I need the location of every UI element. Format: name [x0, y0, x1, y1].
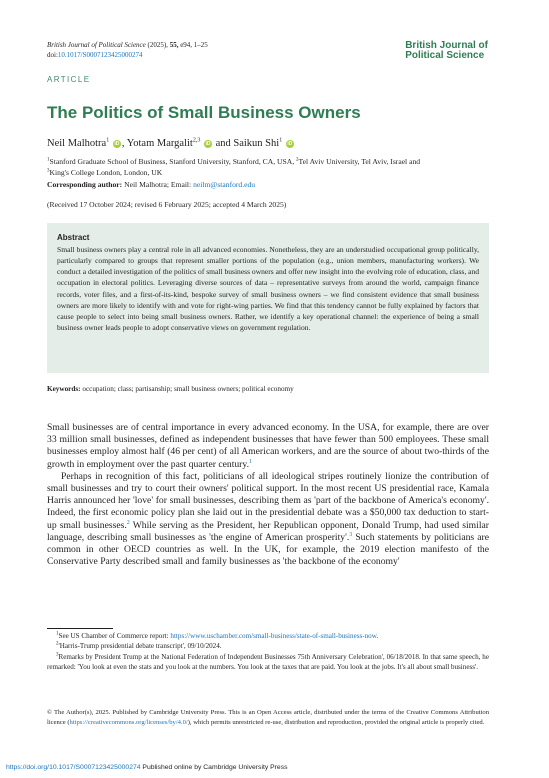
article-type-label: ARTICLE: [47, 75, 91, 84]
paragraph-text: Small businesses are of central importance in every advanced economy. In the USA, for example, there are over 33 million small businesses, defined as independent businesses that have fewer than 500 employees. These small businesses employ almost half (46 per cent) of all American workers, and are the source of about two-thirds of the growth in employment over the past quarter century.: [47, 422, 489, 470]
affiliation-text: Stanford Graduate School of Business, Stanford University, Stanford, CA, USA,: [49, 157, 295, 166]
license-statement: [47, 708, 489, 727]
license-text: © The Author(s), 2025. Published by Cambridge University Press. This is an Open Access article, distributed under the terms of the Creative Commons Attribution licence (: [47, 709, 489, 726]
doi-prefix: doi:: [47, 51, 58, 59]
footnote-divider: [47, 628, 113, 629]
orcid-icon[interactable]: iD: [205, 140, 211, 147]
affiliation-text: King's College London, London, UK: [49, 168, 163, 177]
paragraph-text: Such statements by politicians are common in other OECD countries as well. In the UK, for example, the 2019 election manifesto of the Conservative Party described small and family businesses as 'the backbone of the economy': [47, 531, 489, 568]
paragraph-text: While serving as the President, her Republican opponent, Donald Trump, had used similar language, describing small businesses as 'the engine of American prosperity'.: [47, 519, 489, 543]
citation-year: (2025),: [147, 41, 168, 49]
author-separator: and: [215, 138, 231, 149]
abstract-box: [47, 223, 489, 373]
journal-name: British Journal of Political Science: [47, 41, 146, 49]
journal-logo: [405, 41, 488, 61]
abstract-text: Small business owners play a central role in all advanced economies. Nonetheless, they are an understudied occupational group politically, particularly compared to groups that represent smaller portions of the population (e.g., union members, manufacturing workers). We conduct a detailed investigation of the politics of small business owners and offer new insight into the evolving role of education, class, and occupation in electoral politics. Leveraging diverse sources of data – representative surveys from around the world, campaign finance records, voter files, and a first-of-its-kind, bespoke survey of small business owners – we find consistent evidence that small business owners are more likely to identify with and vote for right-wing parties. We find that this tendency cannot be fully explained by factors that cause people to select into being small business owners. Rather, we identify a key operational channel: the experience of being a small business owner leads people to adopt conservative views on government regulation.: [57, 245, 479, 333]
received-dates: (Received 17 October 2024; revised 6 February 2025; accepted 4 March 2025): [47, 200, 287, 209]
footnote-number: 1: [56, 631, 59, 637]
orcid-icon[interactable]: iD: [114, 140, 120, 147]
doi-line: [47, 50, 142, 60]
affiliations: [47, 156, 489, 178]
footnotes: [47, 631, 489, 673]
corresponding-label: Corresponding author:: [47, 180, 123, 189]
body-paragraph: [47, 422, 489, 471]
footer-text: Published online by Cambridge University Press: [140, 764, 288, 771]
doi-link[interactable]: 10.1017/S0007123425000274: [57, 51, 143, 59]
keywords-label: Keywords:: [47, 385, 81, 393]
footnote: [47, 652, 489, 673]
footnote: [47, 641, 489, 651]
article-title: The Politics of Small Business Owners: [47, 103, 361, 122]
author-name[interactable]: Yotam Margalit: [126, 138, 193, 149]
footnote-text: 'Harris-Trump presidential debate transcript', 09/10/2024.: [58, 642, 222, 651]
footer-doi-link[interactable]: https://doi.org/10.1017/S0007123425000274: [6, 764, 141, 771]
footnote-text-after: .: [376, 632, 379, 640]
footnote-ref[interactable]: 3: [349, 531, 353, 538]
keywords: [47, 384, 294, 394]
download-footer: [6, 763, 288, 772]
orcid-icon[interactable]: iD: [287, 140, 293, 147]
volume: 55,: [169, 41, 179, 49]
license-link[interactable]: https://creativecommons.org/licenses/by/4.0/: [69, 718, 188, 726]
footnote-link[interactable]: https://www.uschamber.com/small-business/state-of-small-business-now: [170, 632, 377, 640]
footnote-text: See US Chamber of Commerce report:: [58, 632, 171, 640]
body-paragraph: [47, 471, 489, 569]
footnote-number: 2: [56, 642, 59, 648]
body-text: [47, 422, 489, 568]
author-name[interactable]: Neil Malhotra: [47, 138, 107, 149]
author-separator: ,: [121, 138, 125, 149]
logo-line-1: British Journal of: [405, 40, 488, 51]
abstract-heading: Abstract: [57, 233, 90, 242]
footnote-ref[interactable]: 2: [126, 519, 130, 526]
affiliation-number: 3: [47, 168, 50, 174]
author-affiliation-ref: 2,3: [192, 137, 201, 144]
footnote-number: 3: [56, 652, 59, 658]
author-name[interactable]: Saikun Shi: [233, 138, 280, 149]
corresponding-email-link[interactable]: neilm@stanford.edu: [193, 180, 256, 189]
affiliation-text: Tel Aviv University, Tel Aviv, Israel and: [298, 157, 421, 166]
article-pages: e94, 1–25: [180, 41, 208, 49]
journal-citation: [47, 40, 208, 50]
affiliation-number: 1: [47, 157, 50, 163]
affiliation-number: 2: [296, 157, 299, 163]
keywords-text: occupation; class; partisanship; small business owners; political economy: [82, 385, 294, 393]
author-affiliation-ref: 1: [279, 137, 283, 144]
footnote-ref[interactable]: 1: [248, 458, 252, 465]
footnote-text: Remarks by President Trump at the National Federation of Independent Businesses 75th Anniversary Celebration', 06/18/2018. In that same speech, he remarked: 'You look at even the stats and you look at the numbers. You look at the taxes that are paid. You look at the jobs. It's all about small business'.: [47, 652, 489, 672]
author-list: [47, 138, 295, 150]
footnote: [47, 631, 489, 641]
paragraph-text: Perhaps in recognition of this fact, politicians of all ideological stripes routinely lionize the contribution of small businesses and try to court their owners' political support. In the most recent US presidential race, Kamala Harris announced her 'love' for small businesses, describing them as 'part of the backbone of America's economy'. Indeed, the first economic policy plan she laid out in the presidential debate was a $50,000 tax deduction to start-up small businesses.: [47, 470, 489, 531]
corresponding-author: [47, 180, 255, 190]
logo-line-2: Political Science: [405, 50, 485, 61]
license-text: ), which permits unrestricted re-use, distribution and reproduction, provided the original article is properly cited.: [187, 718, 485, 726]
author-affiliation-ref: 1: [106, 137, 110, 144]
corresponding-text: Neil Malhotra; Email:: [124, 180, 192, 189]
